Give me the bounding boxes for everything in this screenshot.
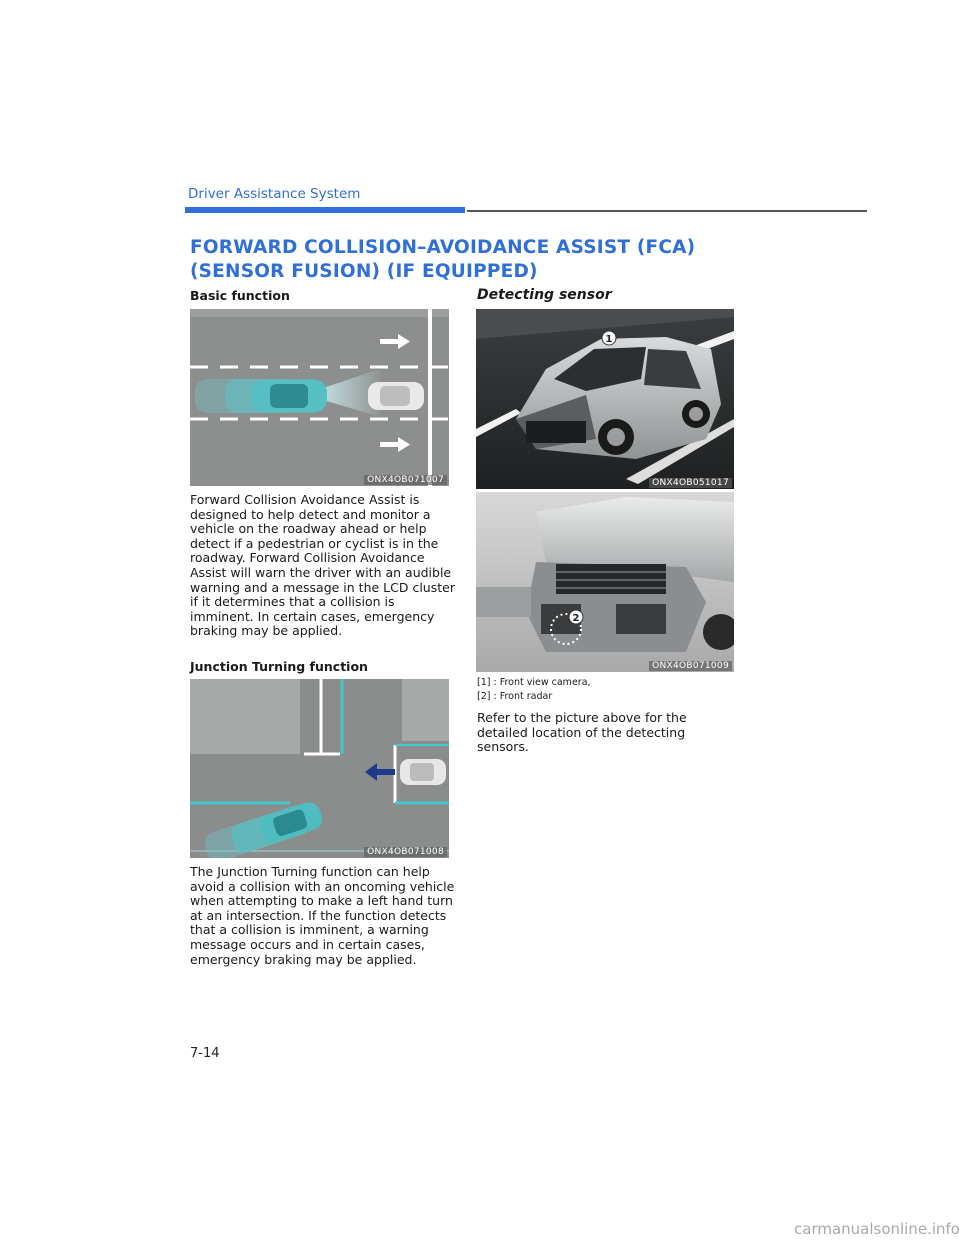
figure-basic-function xyxy=(190,309,449,486)
figure-junction-turning xyxy=(190,679,449,858)
junction-turning-text: The Junction Turning function can help avoid a collision with an oncoming vehicle when attempting to make a left hand turn at an intersection. If the function detects that a collision is imminent, a warning message occurs and in certain cases, emergency braking may be applied. xyxy=(190,864,455,967)
junction-turning-illustration xyxy=(190,679,449,858)
basic-function-text: Forward Collision Avoidance Assist is designed to help detect and monitor a vehicle on the roadway ahead or help detect if a pedestrian or cyclist is in the roadway. Forward Collision Avoidance Assist will warn the driver with an audible warning and a message in the LCD cluster if it determines that a collision is imminent. In certain cases, emergency braking may be applied. xyxy=(190,492,455,639)
figure-code: ONX4OB051017 xyxy=(649,478,732,488)
marker-1: 1 xyxy=(605,334,613,345)
figure-code: ONX4OB071007 xyxy=(364,475,447,485)
figure-camera-location xyxy=(476,309,734,489)
watermark: carmanualsonline.info xyxy=(794,1220,960,1238)
running-header: Driver Assistance System xyxy=(188,186,361,202)
basic-function-heading: Basic function xyxy=(190,288,290,303)
figure-code: ONX4OB071009 xyxy=(649,661,732,671)
vehicle-camera-illustration xyxy=(476,309,734,489)
section-title: FORWARD COLLISION–AVOIDANCE ASSIST (FCA) (SENSOR FUSION) (IF EQUIPPED) xyxy=(190,237,696,282)
legend-front-radar: [2] : Front radar xyxy=(477,691,553,702)
figure-code: ONX4OB071008 xyxy=(364,847,447,857)
header-rule xyxy=(467,210,867,212)
junction-turning-heading: Junction Turning function xyxy=(190,659,368,674)
legend-front-view-camera: [1] : Front view camera, xyxy=(477,677,591,688)
marker-2: 2 xyxy=(572,613,580,624)
detecting-sensor-text: Refer to the picture above for the detailed location of the detecting sensors. xyxy=(477,710,687,755)
vehicle-radar-illustration xyxy=(476,492,734,672)
figure-radar-location xyxy=(476,492,734,672)
page-number: 7-14 xyxy=(190,1046,220,1061)
basic-function-illustration xyxy=(190,309,449,486)
detecting-sensor-heading: Detecting sensor xyxy=(477,287,612,303)
header-accent-bar xyxy=(185,207,465,213)
